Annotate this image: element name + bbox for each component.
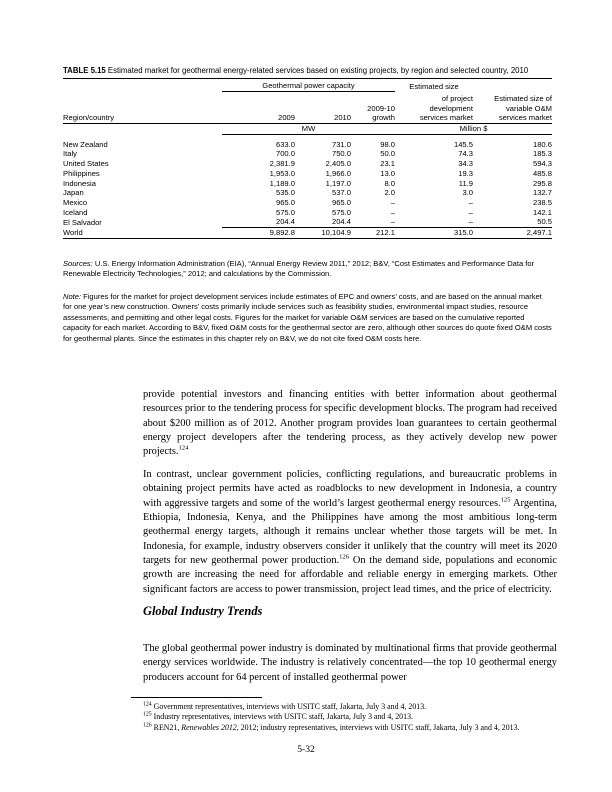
cell-growth: 8.0 [384, 178, 395, 188]
cell-om-market: 485.8 [532, 168, 552, 178]
cell-dev-market: – [468, 207, 473, 217]
cell-2009: 1,189.0 [269, 178, 295, 188]
table-total-row [63, 228, 552, 239]
total-country: World [63, 228, 222, 239]
header-om-line3: services market [473, 113, 552, 123]
footnote-126 [131, 723, 557, 733]
cell-2009: 965.0 [275, 197, 295, 207]
total-2010: 10,104.9 [295, 228, 351, 239]
cell-2010: 731.0 [331, 139, 351, 149]
unit-million-dollars: Million $ [459, 124, 488, 134]
footnote-126-text-a: REN21, [151, 722, 182, 732]
para2-text-a: In contrast, unclear government policies, conflicting regulations, and bureaucratic problems in obtaining project permits have acted as roadblocks to new development in Indonesia, a country with aggressive targets and some of the world’s largest geothermal energy resources. [143, 469, 557, 509]
table-row [63, 188, 552, 198]
table-header-row-3 [63, 104, 552, 114]
cell-2009: 2,381.9 [269, 159, 295, 169]
table-row [63, 169, 552, 179]
header-growth-line1: 2009-10 [367, 103, 395, 113]
table-number: TABLE 5.15 [63, 66, 106, 75]
cell-2010: 1,197.0 [325, 178, 351, 188]
cell-growth: 23.1 [380, 159, 395, 169]
para3-text: The global geothermal power industry is dominated by multinational firms that provide geothermal energy services worldwide. The industry is relatively concentrated—the top 10 geothermal energy producers account for 64 percent of installed geothermal power [143, 643, 557, 683]
footnote-124-text: Government representatives, interviews with USITC staff, Jakarta, July 3 and 4, 2013. [151, 702, 427, 711]
table-group-header-row [63, 81, 552, 91]
footnote-separator-rule [131, 697, 262, 698]
footnote-126-title: Renewables 2012 [181, 722, 237, 732]
cell-2010: 1,966.0 [325, 168, 351, 178]
sources-text: U.S. Energy Information Administration (EIA), “Annual Energy Review 2011,” 2012; B&V, “Cost Estimates and Performance Data for Renewable Electricity Technologies,” 2012; and calculations by the Commission. [63, 259, 535, 279]
footnote-number-126: 126 [143, 721, 152, 728]
cell-2010: 204.4 [331, 217, 351, 227]
cell-om-market: 180.6 [532, 139, 552, 149]
cell-dev-market: 11.9 [458, 178, 473, 188]
cell-om-market: 50.5 [537, 217, 552, 227]
cell-growth: 98.0 [380, 139, 395, 149]
footnote-ref-124[interactable]: 124 [178, 444, 189, 452]
cell-dev-market: 34.3 [458, 159, 473, 169]
cell-om-market: 295.8 [532, 178, 552, 188]
cell-om-market: 185.3 [532, 149, 552, 159]
footnote-125-text: Industry representatives, interviews with USITC staff, Jakarta, July 3 and 4, 2013. [151, 712, 413, 722]
cell-dev-market: – [468, 197, 473, 207]
cell-2009: 535.0 [275, 188, 295, 198]
table-row [63, 198, 552, 208]
cell-dev-market: 145.5 [453, 139, 473, 149]
paragraph-1 [143, 388, 557, 460]
group-header-power-capacity: Geothermal power capacity [262, 81, 355, 91]
note-text: Figures for the market for project development services include estimates of EPC and owners’ costs, and are based on the annual market for one year’s new construction. Owners’ costs primarily include services such as feasibility studies, environmental impact studies, resource assessments, and permitting and other legal costs. Figures for the market for variable O&M services are based on the cumulative reported capacity for each market. According to B&V, fixed O&M costs for the geothermal sector are zero, although other sources do quote fixed O&M costs for geothermal plants. Since the estimates in this chapter rely on B&V, we do not cite fixed O&M costs here. [63, 292, 552, 343]
cell-2009: 700.0 [275, 149, 295, 159]
cell-dev-market: – [468, 217, 473, 227]
table-caption [63, 66, 552, 76]
footnote-125 [131, 712, 557, 722]
cell-growth: – [390, 197, 395, 207]
footnote-area [131, 697, 557, 733]
section-heading-global-industry-trends: Global Industry Trends [143, 604, 263, 618]
cell-country: Japan [63, 188, 84, 198]
cell-country: New Zealand [63, 139, 108, 149]
para2-text-c: On the demand side, populations and economic growth are increasing the need for affordable and reliable energy in emerging markets. Other significant factors are access to power transmission, project lead times, and the price of electricity. [143, 555, 557, 595]
footnote-ref-126[interactable]: 126 [339, 553, 350, 561]
table-sources [63, 259, 552, 280]
cell-2009: 204.4 [275, 217, 295, 227]
cell-growth: 50.0 [380, 149, 395, 159]
table-units-row [63, 124, 552, 135]
cell-country: El Salvador [63, 217, 102, 227]
paragraph-3 [143, 642, 557, 685]
cell-2010: 575.0 [331, 207, 351, 217]
header-dev-line3: development [429, 103, 473, 113]
table-row [63, 217, 552, 227]
header-2010: 2010 [295, 113, 351, 123]
table-row [63, 159, 552, 169]
para2-text-b: Argentina, Ethiopia, Indonesia, Kenya, and the Philippines have among the most ambitious long-term geothermal energy targets, although it remains unclear whether those targets will be met. In Indonesia, for example, industry observers consider it unlikely that the country will meet its 2020 targets for new geothermal power production. [143, 497, 558, 567]
paragraph-2 [143, 468, 557, 597]
total-om-market: 2,497.1 [473, 228, 552, 239]
cell-2009: 633.0 [275, 139, 295, 149]
footnote-ref-125[interactable]: 125 [500, 496, 511, 504]
footnote-126-text-b: , 2012; industry representatives, interviews with USITC staff, Jakarta, July 3 and 4, 2013. [236, 722, 520, 732]
table-note [63, 292, 552, 344]
total-dev-market: 315.0 [395, 228, 473, 239]
cell-2009: 575.0 [275, 207, 295, 217]
cell-dev-market: 74.3 [458, 149, 473, 159]
table-title-text: Estimated market for geothermal energy-related services based on existing projects, by region and selected country, 2010 [107, 66, 529, 75]
cell-dev-market: 19.3 [458, 168, 473, 178]
header-region-country: Region/country [63, 113, 222, 123]
cell-growth: 2.0 [384, 188, 395, 198]
cell-country: United States [63, 159, 109, 169]
header-growth-line2: growth [351, 113, 395, 123]
table-5-15 [63, 66, 552, 239]
cell-2010: 2,405.0 [325, 159, 351, 169]
cell-om-market: 238.5 [532, 197, 552, 207]
footnote-number-125: 125 [143, 711, 152, 718]
header-dev-line4: services market [395, 113, 473, 123]
cell-2009: 1,953.0 [269, 168, 295, 178]
header-om-line1: Estimated size of [494, 93, 552, 103]
sources-label: Sources: [63, 259, 93, 268]
spacer-cell-2 [473, 81, 552, 91]
table-header-row-2 [63, 94, 552, 104]
cell-dev-market: 3.0 [462, 188, 473, 198]
cell-2010: 537.0 [331, 188, 351, 198]
table-row [63, 149, 552, 159]
cell-growth: 13.0 [380, 168, 395, 178]
header-om-line2: variable O&M [505, 103, 552, 113]
note-label: Note: [63, 292, 82, 301]
cell-country: Indonesia [63, 178, 96, 188]
total-2009: 9,892.8 [222, 228, 295, 239]
cell-om-market: 132.7 [532, 188, 552, 198]
cell-growth: – [390, 217, 395, 227]
footnote-124 [131, 702, 557, 712]
cell-country: Italy [63, 149, 77, 159]
header-2009: 2009 [222, 113, 295, 123]
cell-om-market: 142.1 [532, 207, 552, 217]
header-dev-line1: Estimated size [409, 81, 459, 91]
table-row [63, 140, 552, 150]
cell-country: Philippines [63, 168, 100, 178]
unit-mw: MW [301, 124, 316, 134]
cell-country: Iceland [63, 207, 88, 217]
footnote-number-124: 124 [143, 701, 152, 708]
page-number: 5-32 [297, 744, 315, 755]
total-growth: 212.1 [351, 228, 395, 239]
spacer-cell [63, 81, 222, 91]
cell-2010: 965.0 [331, 197, 351, 207]
cell-om-market: 594.3 [532, 159, 552, 169]
cell-2010: 750.0 [331, 149, 351, 159]
cell-country: Mexico [63, 197, 88, 207]
table-header-row-4 [63, 113, 552, 123]
header-dev-line2: of project [441, 93, 473, 103]
cell-growth: – [390, 207, 395, 217]
table-row [63, 208, 552, 218]
para1-text: provide potential investors and financing entities with better information about geothermal resources prior to the tendering process for specific development blocks. The program had received about $200 million as of 2012. Another program provides loan guarantees to certain geothermal energy project developers after the tendering process, as they actively develop new power projects. [143, 389, 557, 458]
table-grid [63, 78, 552, 239]
table-row [63, 179, 552, 189]
